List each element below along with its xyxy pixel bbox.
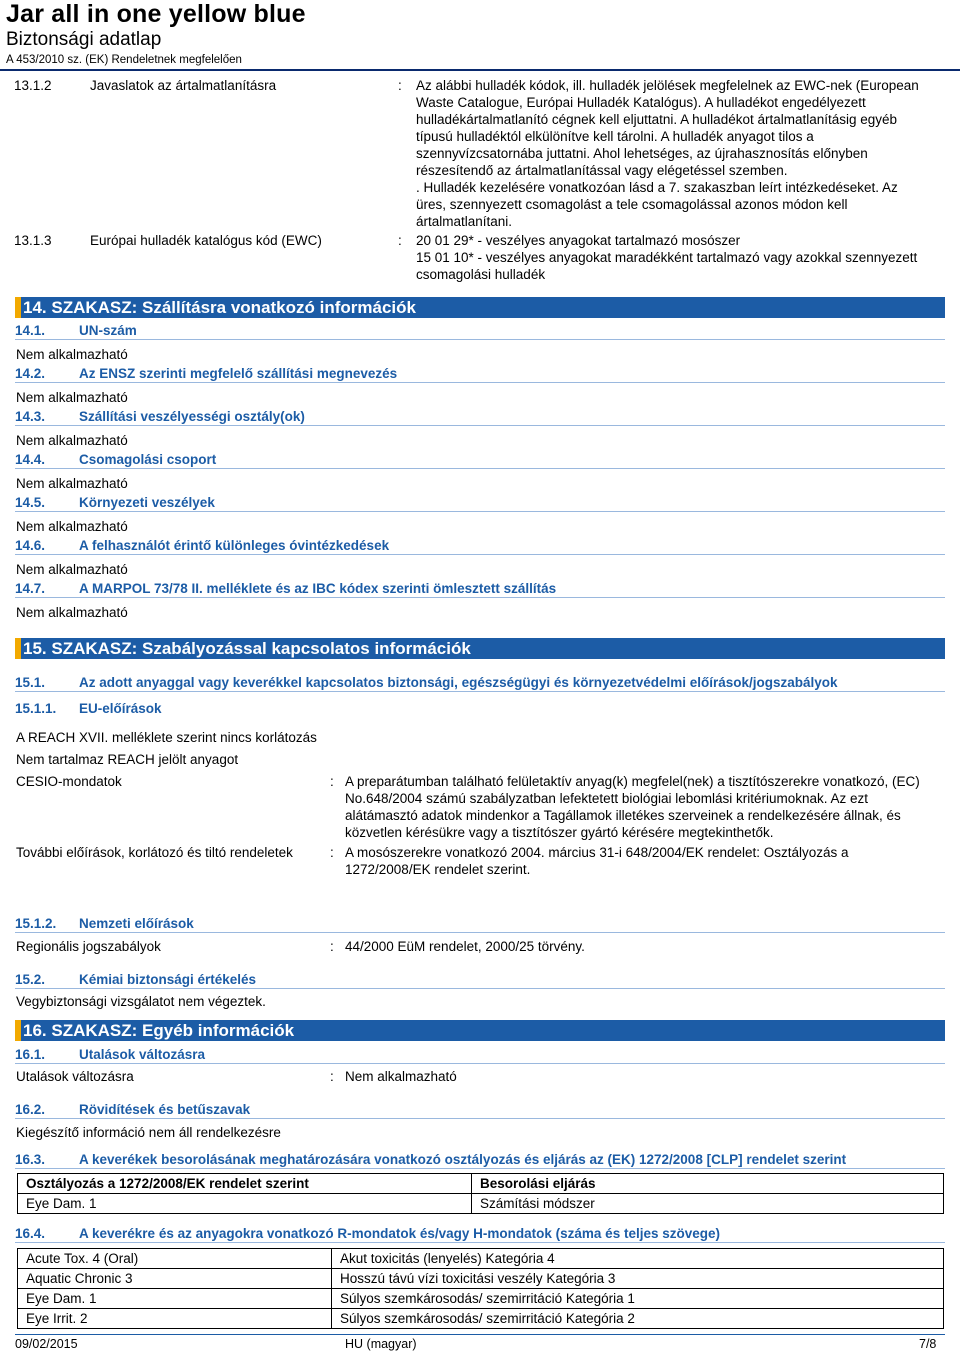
table-row (18, 1194, 944, 1214)
row-value (416, 77, 919, 230)
subsection-title: UN-szám (79, 323, 137, 338)
subsection-15-1 (15, 674, 945, 692)
subsection-number: 14.3. (15, 409, 46, 424)
regional-legislation-label: Regionális jogszabályok (16, 939, 161, 954)
subsection-number: 15.2. (15, 972, 46, 987)
clp-classification-table (17, 1173, 944, 1214)
changes-colon: : (330, 1069, 334, 1084)
row-value (416, 232, 917, 283)
row-colon: : (398, 78, 402, 93)
value-line: ártalmatlanítani. (416, 214, 513, 229)
subsection-title: Csomagolási csoport (79, 452, 217, 467)
value-line: részesítendő az ártalmatlanítással vagy elégetéssel szemben. (416, 163, 788, 178)
subsection-title: Az adott anyaggal vagy keverékkel kapcsolatos biztonsági, egészségügyi és környezetvédelmi előírások/jogszabályok (79, 675, 838, 690)
value-line: üres, szennyezett csomagolást a tele csomagolással azonos módon kell (416, 197, 848, 212)
abbreviations-note: Kiegészítő információ nem áll rendelkezésre (16, 1125, 281, 1140)
subsection-14-1 (15, 322, 945, 340)
value-line: típusú hulladéktól elkülönítve kell tárolni. A hulladék anyagot tilos a (416, 129, 814, 144)
subsection-title: Szállítási veszélyességi osztály(ok) (79, 409, 305, 424)
value-14-5: Nem alkalmazható (16, 519, 128, 534)
subsection-number: 15.1. (15, 675, 46, 690)
changes-label: Utalások változásra (16, 1069, 134, 1084)
row-label: Javaslatok az ártalmatlanításra (90, 78, 277, 93)
subsection-14-4 (15, 451, 945, 469)
changes-value: Nem alkalmazható (345, 1069, 457, 1084)
subsection-15-2 (15, 971, 945, 989)
subsection-16-2 (15, 1101, 945, 1119)
subsection-title: Környezeti veszélyek (79, 495, 215, 510)
value-line: 20 01 29* - veszélyes anyagokat tartalmazó mosószer (416, 233, 741, 248)
cesio-colon: : (330, 774, 334, 789)
subsection-title: Utalások változásra (79, 1047, 206, 1062)
value-14-4: Nem alkalmazható (16, 476, 128, 491)
table-cell: Eye Dam. 1 (18, 1194, 472, 1214)
table-row (18, 1269, 944, 1289)
subsection-number: 15.1.2. (15, 916, 57, 931)
table-row (18, 1309, 944, 1329)
table-cell: Akut toxicitás (lenyelés) Kategória 4 (332, 1249, 944, 1269)
subsection-number: 14.4. (15, 452, 46, 467)
subsection-title: Nemzeti előírások (79, 916, 194, 931)
value-line: A preparátumban található felületaktív anyag(k) megfelel(nek) a tisztítószerekre vonatkozó, (EC) (345, 774, 920, 789)
table-row (18, 1289, 944, 1309)
table-cell: Hosszú távú vízi toxicitási veszély Kategória 3 (332, 1269, 944, 1289)
subsection-number: 14.1. (15, 323, 46, 338)
subsection-title: A keverékre és az anyagokra vonatkozó R-mondatok és/vagy H-mondatok (száma és teljes szövege) (79, 1226, 720, 1241)
table-cell: Súlyos szemkárosodás/ szemirritáció Kategória 2 (332, 1309, 944, 1329)
subsection-14-2 (15, 365, 945, 383)
value-14-1: Nem alkalmazható (16, 347, 128, 362)
hazard-statements-table (17, 1248, 944, 1329)
subsection-number: 14.2. (15, 366, 46, 381)
table-cell: Eye Dam. 1 (18, 1289, 332, 1309)
section-title: 16. SZAKASZ: Egyéb információk (23, 1021, 295, 1040)
subsection-15-1-2 (15, 915, 945, 933)
subsection-title: A felhasználót érintő különleges óvintézkedések (79, 538, 390, 553)
subsection-14-6 (15, 537, 945, 555)
table-header-cell: Osztályozás a 1272/2008/EK rendelet szerint (18, 1174, 472, 1194)
subsection-title: Az ENSZ szerinti megfelelő szállítási megnevezés (79, 366, 398, 381)
section-title: 15. SZAKASZ: Szabályozással kapcsolatos információk (23, 639, 471, 658)
subsection-title: A MARPOL 73/78 II. melléklete és az IBC kódex szerinti ömlesztett szállítás (79, 581, 557, 596)
subsection-number: 16.3. (15, 1152, 46, 1167)
reach-candidate-note: Nem tartalmaz REACH jelölt anyagot (16, 752, 239, 767)
table-cell: Számítási módszer (472, 1194, 944, 1214)
table-row (18, 1249, 944, 1269)
row-number: 13.1.2 (14, 78, 52, 93)
value-14-7: Nem alkalmazható (16, 605, 128, 620)
table-cell: Eye Irrit. 2 (18, 1309, 332, 1329)
other-regulations-colon: : (330, 845, 334, 860)
reach-restriction-note: A REACH XVII. melléklete szerint nincs korlátozás (16, 730, 317, 745)
subsection-number: 16.1. (15, 1047, 46, 1062)
value-line: Az alábbi hulladék kódok, ill. hulladék jelölések megfelelnek az EWC-nek (European (416, 78, 919, 93)
value-line: közvetlen kérésükre vagy a tisztítószer gyártó kérésére megtekinthetők. (345, 825, 774, 840)
value-line: Waste Catalogue, Európai Hulladék Katalógus). A hulladékot engedélyezett (416, 95, 866, 110)
subsection-number: 14.6. (15, 538, 46, 553)
value-line: hulladékártalmatlanító cégnek kell eljuttatni. A hulladékot ártalmatlanításig egyéb (416, 112, 898, 127)
subsection-16-4 (15, 1225, 945, 1243)
regional-legislation-value: 44/2000 EüM rendelet, 2000/25 törvény. (345, 939, 585, 954)
row-label: Európai hulladék katalógus kód (EWC) (90, 233, 322, 248)
other-regulations-value (345, 844, 849, 878)
regulation-reference: A 453/2010 sz. (EK) Rendeletnek megfelelően (6, 54, 242, 66)
subsection-14-7 (15, 580, 945, 598)
section-15-header (15, 638, 945, 659)
subsection-title: EU-előírások (79, 701, 162, 716)
row-colon: : (398, 233, 402, 248)
value-line: csomagolási hulladék (416, 267, 546, 282)
other-regulations-label: További előírások, korlátozó és tiltó rendeletek (16, 845, 293, 860)
value-14-3: Nem alkalmazható (16, 433, 128, 448)
section-title: 14. SZAKASZ: Szállításra vonatkozó információk (23, 298, 416, 317)
regional-legislation-colon: : (330, 939, 334, 954)
subsection-16-3 (15, 1151, 945, 1169)
footer-divider (15, 1334, 945, 1335)
document-title: Jar all in one yellow blue (6, 0, 306, 28)
row-number: 13.1.3 (14, 233, 52, 248)
header-divider (0, 69, 960, 71)
value-14-2: Nem alkalmazható (16, 390, 128, 405)
table-cell: Acute Tox. 4 (Oral) (18, 1249, 332, 1269)
value-line: 1272/2008/EK rendelet szerint. (345, 862, 531, 877)
subsection-number: 14.7. (15, 581, 46, 596)
subsubsection-15-1-1 (15, 700, 162, 717)
value-line: szennyvízcsatornába juttatni. Ahol lehetséges, az újrahasznosítás előnyben (416, 146, 868, 161)
subsection-number: 16.2. (15, 1102, 46, 1117)
subsection-16-1 (15, 1046, 945, 1064)
footer-language: HU (magyar) (345, 1337, 417, 1351)
footer-date: 09/02/2015 (15, 1337, 78, 1351)
subsection-title: Kémiai biztonsági értékelés (79, 972, 257, 987)
cesio-value (345, 773, 920, 841)
cesio-label: CESIO-mondatok (16, 774, 122, 789)
subsection-title: A keverékek besorolásának meghatározására vonatkozó osztályozás és eljárás az (EK) 1272/2008 [CLP] rendelet szerint (79, 1152, 847, 1167)
section-16-header (15, 1020, 945, 1041)
table-header-cell: Besorolási eljárás (472, 1174, 944, 1194)
subsection-14-5 (15, 494, 945, 512)
chemical-safety-note: Vegybiztonsági vizsgálatot nem végeztek. (16, 994, 266, 1009)
value-line: A mosószerekre vonatkozó 2004. március 31-i 648/2004/EK rendelet: Osztályozás a (345, 845, 849, 860)
subsection-number: 14.5. (15, 495, 46, 510)
table-header-row (18, 1174, 944, 1194)
subsection-title: Rövidítések és betűszavak (79, 1102, 251, 1117)
value-14-6: Nem alkalmazható (16, 562, 128, 577)
subsection-14-3 (15, 408, 945, 426)
subsection-number: 15.1.1. (15, 701, 57, 716)
table-cell: Súlyos szemkárosodás/ szemirritáció Kategória 1 (332, 1289, 944, 1309)
section-14-header (15, 297, 945, 318)
value-line: 15 01 10* - veszélyes anyagokat maradékként tartalmazó vagy azokkal szennyezett (416, 250, 918, 265)
footer-page-number: 7/8 (919, 1337, 937, 1351)
document-subtitle: Biztonsági adatlap (6, 29, 162, 50)
value-line: . Hulladék kezelésére vonatkozóan lásd a 7. szakaszban leírt intézkedéseket. Az (416, 180, 898, 195)
subsection-number: 16.4. (15, 1226, 46, 1241)
value-line: alátámasztó adatok mindenkor a Tagállamok illetékes szerveinek a rendelkezésére állnak, és (345, 808, 901, 823)
value-line: No.648/2004 számú szabályzatban lefektetett biológiai lebomlási kritériumoknak. Az ezt (345, 791, 869, 806)
table-cell: Aquatic Chronic 3 (18, 1269, 332, 1289)
